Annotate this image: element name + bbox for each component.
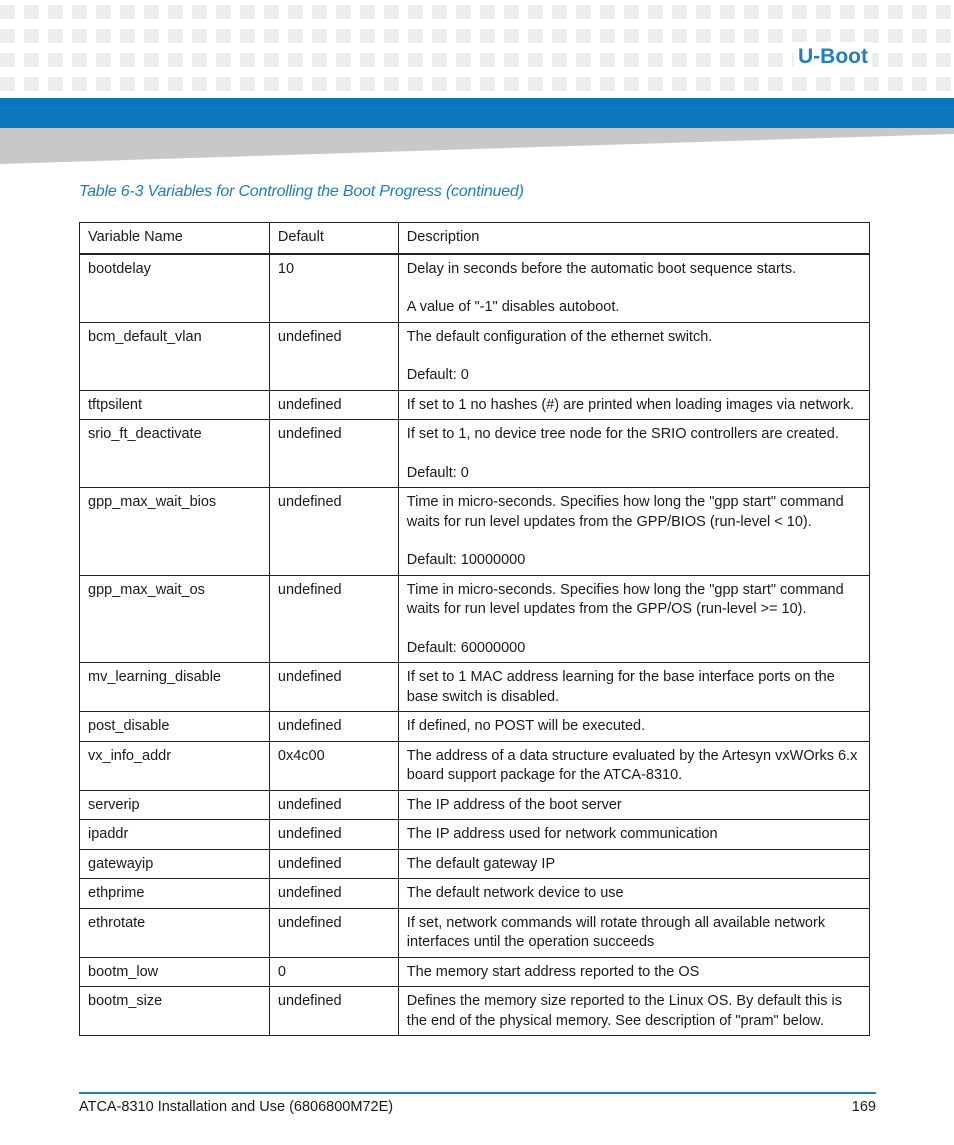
description-cell bbox=[398, 741, 869, 790]
header-pattern-row bbox=[0, 77, 954, 91]
variables-table bbox=[79, 222, 870, 1036]
table-row bbox=[80, 575, 870, 663]
description-line: A value of "-1" disables autoboot. bbox=[406, 299, 620, 315]
default-cell: undefined bbox=[269, 712, 398, 742]
default-cell: 0 bbox=[269, 957, 398, 987]
description-line: Default: 0 bbox=[406, 464, 469, 481]
variable-name-cell: mv_learning_disable bbox=[80, 663, 270, 712]
description-cell bbox=[398, 420, 869, 488]
column-header: Default bbox=[269, 223, 398, 254]
description-line: If set to 1 MAC address learning for the base interface ports on the base switch is disabled. bbox=[406, 669, 835, 705]
description-line: If set to 1, no device tree node for the SRIO controllers are created. bbox=[406, 426, 839, 442]
description-cell bbox=[398, 322, 869, 390]
table-row bbox=[80, 957, 870, 987]
chapter-title: U-Boot bbox=[794, 42, 872, 72]
description-line: Defines the memory size reported to the Linux OS. By default this is the end of the physical memory. See description of "pram" below. bbox=[406, 993, 843, 1029]
table-row bbox=[80, 663, 870, 712]
description-line: The default configuration of the ethernet switch. bbox=[406, 328, 713, 345]
table-row bbox=[80, 420, 870, 488]
variable-name-cell: serverip bbox=[80, 790, 270, 820]
default-cell: undefined bbox=[269, 663, 398, 712]
description-cell bbox=[398, 908, 869, 957]
description-line: The default gateway IP bbox=[406, 855, 556, 872]
description-cell bbox=[398, 957, 869, 987]
table-row bbox=[80, 322, 870, 390]
description-spacer bbox=[407, 620, 861, 639]
table-row bbox=[80, 741, 870, 790]
variable-name-cell: gpp_max_wait_os bbox=[80, 575, 270, 663]
header-wedge bbox=[0, 128, 954, 164]
description-line: If set, network commands will rotate through all available network interfaces until the operation succeeds bbox=[406, 914, 826, 950]
description-spacer bbox=[407, 532, 861, 551]
default-cell: undefined bbox=[269, 790, 398, 820]
table-row bbox=[80, 790, 870, 820]
variable-name-cell: vx_info_addr bbox=[80, 741, 270, 790]
default-cell: undefined bbox=[269, 390, 398, 420]
variable-name-cell: gatewayip bbox=[80, 849, 270, 879]
column-header: Description bbox=[398, 223, 869, 254]
default-cell: undefined bbox=[269, 488, 398, 576]
description-spacer bbox=[407, 445, 861, 464]
description-cell bbox=[398, 820, 869, 850]
header-pattern-row bbox=[0, 29, 954, 43]
description-cell bbox=[398, 663, 869, 712]
description-cell bbox=[398, 849, 869, 879]
variable-name-cell: bootm_size bbox=[80, 987, 270, 1036]
description-line: If defined, no POST will be executed. bbox=[406, 718, 646, 734]
description-line: Delay in seconds before the automatic boot sequence starts. bbox=[406, 260, 797, 277]
variable-name-cell: ethrotate bbox=[80, 908, 270, 957]
description-cell bbox=[398, 987, 869, 1036]
default-cell: undefined bbox=[269, 322, 398, 390]
default-cell: undefined bbox=[269, 908, 398, 957]
description-cell bbox=[398, 254, 869, 323]
description-line: If set to 1 no hashes (#) are printed when loading images via network. bbox=[406, 396, 855, 413]
default-cell: undefined bbox=[269, 987, 398, 1036]
variable-name-cell: gpp_max_wait_bios bbox=[80, 488, 270, 576]
variable-name-cell: bootdelay bbox=[80, 254, 270, 323]
description-line: Default: 60000000 bbox=[406, 639, 526, 656]
table-row bbox=[80, 390, 870, 420]
default-cell: undefined bbox=[269, 820, 398, 850]
table-header-row bbox=[80, 223, 870, 254]
description-line: The IP address of the boot server bbox=[406, 796, 622, 813]
description-cell bbox=[398, 488, 869, 576]
table-row bbox=[80, 849, 870, 879]
description-cell bbox=[398, 390, 869, 420]
footer-document-title: ATCA-8310 Installation and Use (6806800M72E) bbox=[79, 1099, 394, 1115]
description-line: Time in micro-seconds. Specifies how long the "gpp start" command waits for run level updates from the GPP/BIOS (run-level < 10). bbox=[406, 494, 844, 530]
variable-name-cell: bootm_low bbox=[80, 957, 270, 987]
default-cell: 10 bbox=[269, 254, 398, 323]
table-caption: Table 6-3 Variables for Controlling the Boot Progress (continued) bbox=[79, 183, 524, 200]
variable-name-cell: ethprime bbox=[80, 879, 270, 909]
table-row bbox=[80, 908, 870, 957]
description-cell bbox=[398, 879, 869, 909]
header-band bbox=[0, 98, 954, 128]
variable-name-cell: ipaddr bbox=[80, 820, 270, 850]
description-cell bbox=[398, 712, 869, 742]
default-cell: undefined bbox=[269, 575, 398, 663]
variable-name-cell: srio_ft_deactivate bbox=[80, 420, 270, 488]
description-line: The address of a data structure evaluated by the Artesyn vxWOrks 6.x board support package for the ATCA-8310. bbox=[406, 747, 858, 783]
default-cell: undefined bbox=[269, 879, 398, 909]
table-row bbox=[80, 987, 870, 1036]
description-spacer bbox=[407, 279, 861, 298]
description-line: Default: 0 bbox=[406, 367, 469, 383]
header-pattern-row bbox=[0, 5, 954, 19]
column-header: Variable Name bbox=[80, 223, 270, 254]
description-cell bbox=[398, 790, 869, 820]
description-line: Time in micro-seconds. Specifies how long the "gpp start" command waits for run level updates from the GPP/OS (run-level >= 10). bbox=[406, 581, 844, 617]
variable-name-cell: post_disable bbox=[80, 712, 270, 742]
description-cell bbox=[398, 575, 869, 663]
description-line: The IP address used for network communication bbox=[406, 826, 718, 842]
table-row bbox=[80, 820, 870, 850]
table-row bbox=[80, 879, 870, 909]
default-cell: undefined bbox=[269, 849, 398, 879]
page-number: 169 bbox=[851, 1099, 876, 1115]
default-cell: undefined bbox=[269, 420, 398, 488]
variable-name-cell: tftpsilent bbox=[80, 390, 270, 420]
footer-rule bbox=[79, 1092, 876, 1094]
table-row bbox=[80, 712, 870, 742]
default-cell: 0x4c00 bbox=[269, 741, 398, 790]
description-spacer bbox=[407, 347, 861, 366]
description-line: The memory start address reported to the OS bbox=[406, 963, 700, 980]
table-row bbox=[80, 488, 870, 576]
description-line: The default network device to use bbox=[406, 885, 624, 901]
variable-name-cell: bcm_default_vlan bbox=[80, 322, 270, 390]
description-line: Default: 10000000 bbox=[406, 552, 526, 568]
table-row bbox=[80, 254, 870, 323]
